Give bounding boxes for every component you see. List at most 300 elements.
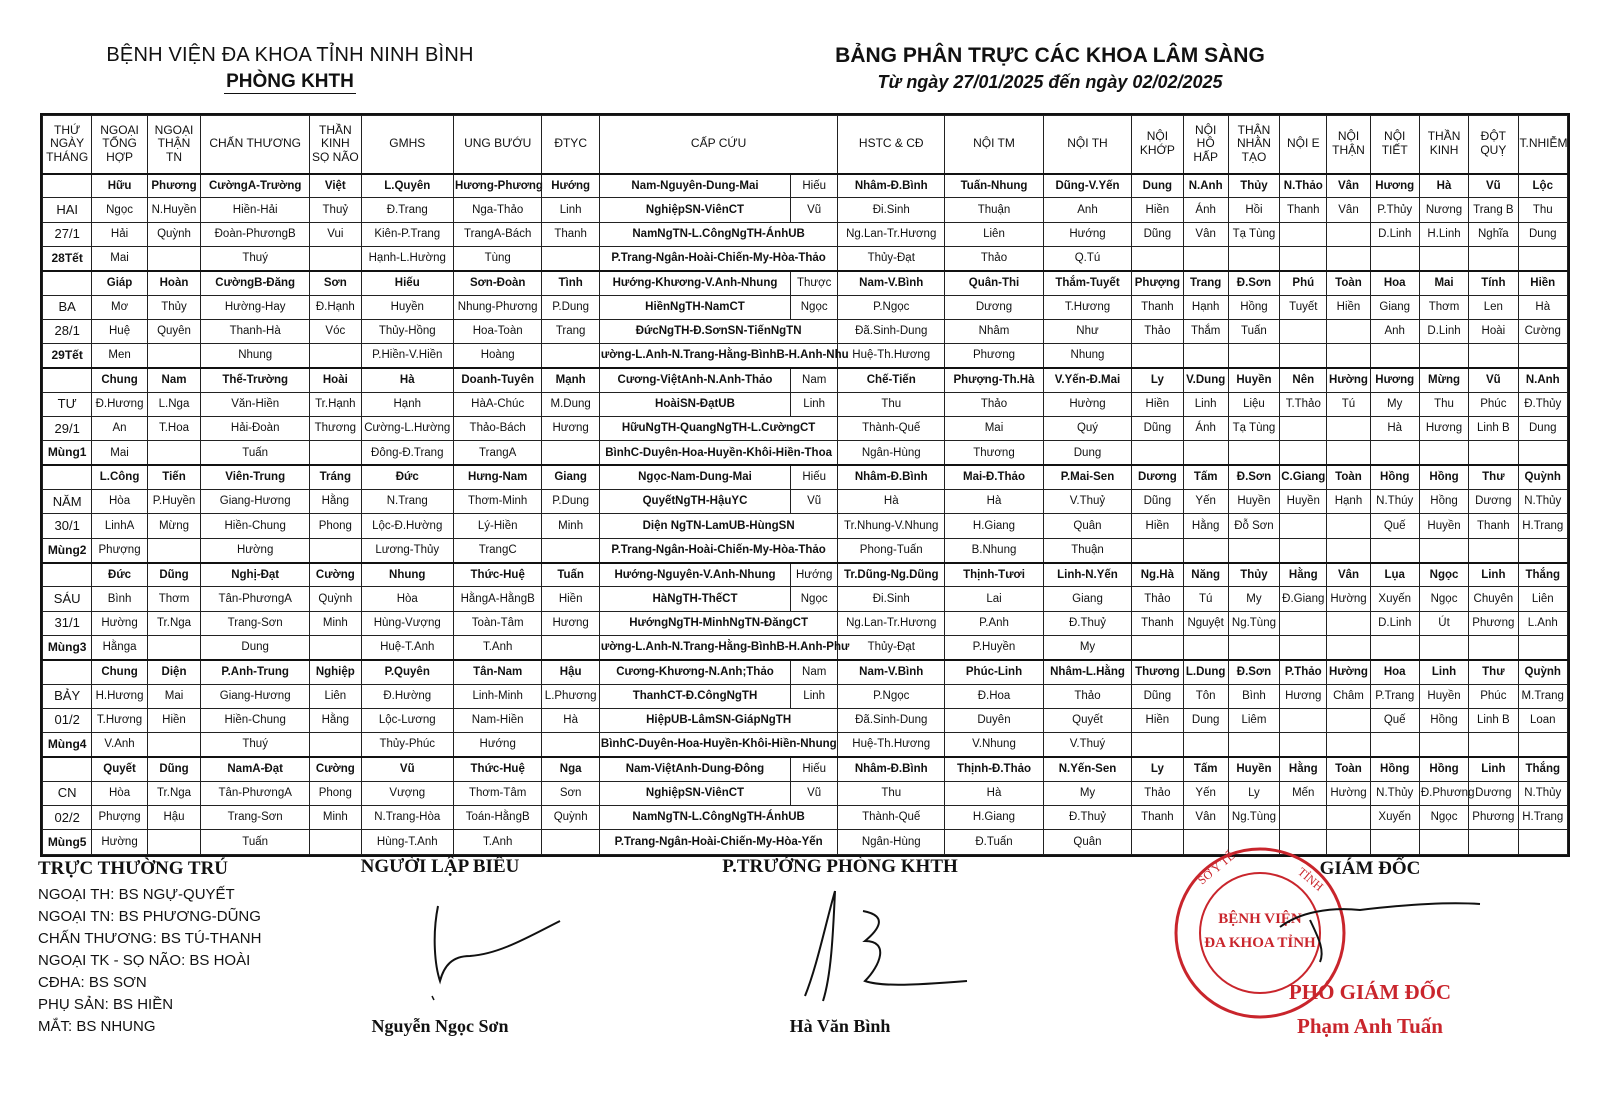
- table-cell: Nam-V.Bình: [838, 271, 945, 295]
- table-cell: [1370, 830, 1419, 855]
- table-cell: Tạ Tùng: [1228, 417, 1279, 441]
- table-cell: Hiền: [1132, 392, 1183, 416]
- table-cell: Thơm-Minh: [454, 490, 542, 514]
- table-cell: Hướng: [542, 174, 600, 198]
- table-cell: Hiền: [1327, 295, 1370, 319]
- day-cell: 27/1: [43, 222, 92, 246]
- table-cell: [1228, 733, 1279, 757]
- table-cell: Dũng: [147, 757, 200, 781]
- table-cell: [1469, 246, 1518, 270]
- table-cell: Đ.Tuấn: [945, 830, 1044, 855]
- resident-duty-line: PHỤ SẢN: BS HIỀN: [38, 996, 174, 1013]
- table-cell: Tr.Hạnh: [310, 392, 361, 416]
- table-cell: CườngB-Đăng: [201, 271, 310, 295]
- table-cell: [1518, 246, 1568, 270]
- table-cell: [1469, 733, 1518, 757]
- table-cell: Tình: [542, 271, 600, 295]
- table-cell: Nam-V.Bình: [838, 660, 945, 684]
- table-cell: [1370, 441, 1419, 465]
- table-cell: [1327, 441, 1370, 465]
- svg-text:SỞ Y TẾ: SỞ Y TẾ: [1194, 848, 1238, 888]
- table-cell: Dũng: [1132, 684, 1183, 708]
- table-cell: Huyền: [1228, 368, 1279, 392]
- table-cell: T.Hương: [1043, 295, 1131, 319]
- table-cell: Đ.Hoa: [945, 684, 1044, 708]
- table-cell: Đông-Đ.Trang: [361, 441, 453, 465]
- preparer-signature-icon: [340, 896, 540, 1016]
- table-row: [43, 757, 1568, 781]
- table-cell: Hồng: [1370, 465, 1419, 489]
- table-row: [43, 295, 1568, 319]
- column-header: NỘI TM: [945, 116, 1044, 174]
- table-cell: P.Mai-Sen: [1043, 465, 1131, 489]
- svg-text:BỆNH VIỆN: BỆNH VIỆN: [1218, 911, 1302, 927]
- day-cell: 29/1: [43, 417, 92, 441]
- table-cell: [1280, 733, 1327, 757]
- table-cell: Ngọc: [1419, 806, 1468, 830]
- table-cell: Toán-HằngB: [454, 806, 542, 830]
- table-cell: M.Trang: [1518, 684, 1568, 708]
- table-cell: Hường: [1327, 368, 1370, 392]
- table-cell: Phượng: [92, 806, 147, 830]
- table-cell: [310, 733, 361, 757]
- table-cell: Thanh: [1469, 514, 1518, 538]
- table-cell: Châm: [1327, 684, 1370, 708]
- table-cell: Hoài: [1469, 319, 1518, 343]
- table-cell: Mai: [92, 441, 147, 465]
- table-cell: Đã.Sinh-Dung: [838, 708, 945, 732]
- resident-duty-line: NGOẠI TH: BS NGỰ-QUYẾT: [38, 886, 235, 903]
- table-cell: Hồng: [1419, 490, 1468, 514]
- table-cell: Toàn: [1327, 757, 1370, 781]
- table-cell: [1419, 538, 1468, 562]
- table-cell: Giáp: [92, 271, 147, 295]
- table-cell: [542, 830, 600, 855]
- table-cell: Thuận: [945, 198, 1044, 222]
- table-cell: V.Dung: [1183, 368, 1228, 392]
- table-cell: Mến: [1280, 781, 1327, 805]
- table-cell: [542, 344, 600, 368]
- table-cell: HoàiSN-ĐạtUB: [599, 392, 790, 416]
- day-cell: BA: [43, 295, 92, 319]
- day-cell: 29Tết: [43, 344, 92, 368]
- table-cell: Thương: [945, 441, 1044, 465]
- table-cell: Lụa: [1370, 563, 1419, 587]
- day-cell: [43, 465, 92, 489]
- table-cell: [1370, 538, 1419, 562]
- table-cell: Nhung-Phương: [454, 295, 542, 319]
- table-cell: Hạnh-L.Hường: [361, 246, 453, 270]
- table-cell: T.Hoa: [147, 417, 200, 441]
- table-cell: [1228, 441, 1279, 465]
- table-cell: Thơm: [1419, 295, 1468, 319]
- table-cell: Thư: [1469, 660, 1518, 684]
- table-cell: Phúc: [1469, 392, 1518, 416]
- table-cell: Chung: [92, 368, 147, 392]
- table-cell: Q.Tú: [1043, 246, 1131, 270]
- table-cell: Ánh: [1183, 198, 1228, 222]
- table-cell: V.Nhung: [945, 733, 1044, 757]
- deputy-head-title: P.TRƯỞNG PHÒNG KHTH: [722, 856, 958, 877]
- table-cell: LinhA: [92, 514, 147, 538]
- table-cell: Vân: [1327, 198, 1370, 222]
- table-cell: Cương-ViệtAnh-N.Anh-Thảo: [599, 368, 790, 392]
- table-cell: Liên: [310, 684, 361, 708]
- table-cell: [542, 733, 600, 757]
- table-cell: Tân-PhươngA: [201, 781, 310, 805]
- table-cell: Hậu: [147, 806, 200, 830]
- table-cell: Cường: [310, 757, 361, 781]
- table-cell: Chung: [92, 660, 147, 684]
- table-cell: Tiến: [147, 465, 200, 489]
- column-header: THẦN KINH SỌ NÃO: [310, 116, 361, 174]
- table-cell: Hiền-Chung: [201, 514, 310, 538]
- table-cell: Hằng: [1280, 757, 1327, 781]
- table-cell: Trang-Sơn: [201, 806, 310, 830]
- table-cell: HữuNgTH-QuangNgTH-L.CườngCT: [599, 417, 837, 441]
- table-cell: N.Thủy: [1370, 781, 1419, 805]
- table-cell: Hương: [1370, 174, 1419, 198]
- table-cell: N.Huyền: [147, 198, 200, 222]
- table-cell: H.Trang: [1518, 514, 1568, 538]
- table-cell: Mừng: [1419, 368, 1468, 392]
- table-row: [43, 514, 1568, 538]
- table-cell: [1469, 538, 1518, 562]
- table-cell: Hiếu: [791, 174, 838, 198]
- table-cell: Nhung: [1043, 344, 1131, 368]
- table-cell: [1518, 441, 1568, 465]
- column-header: T.NHIỄM: [1518, 116, 1568, 174]
- table-cell: Mạnh: [542, 368, 600, 392]
- table-cell: Đ.Hương: [92, 392, 147, 416]
- table-cell: My: [1370, 392, 1419, 416]
- table-cell: TrangA-Bách: [454, 222, 542, 246]
- table-cell: C.Giang: [1280, 465, 1327, 489]
- day-cell: TƯ: [43, 392, 92, 416]
- table-cell: V.Thuỷ: [1043, 490, 1131, 514]
- table-cell: Dương: [1132, 465, 1183, 489]
- table-row: [43, 246, 1568, 270]
- table-cell: Cường: [310, 563, 361, 587]
- table-cell: [1518, 733, 1568, 757]
- table-cell: Ly: [1132, 757, 1183, 781]
- table-cell: [542, 635, 600, 659]
- table-cell: Đoàn-PhươngB: [201, 222, 310, 246]
- table-cell: Mai-Đ.Thảo: [945, 465, 1044, 489]
- table-cell: Ngọc: [1419, 563, 1468, 587]
- table-cell: Hằng: [310, 708, 361, 732]
- table-cell: [1419, 830, 1468, 855]
- table-cell: [147, 635, 200, 659]
- table-cell: Hưng-Nam: [454, 465, 542, 489]
- resident-duty-line: CHẤN THƯƠNG: BS TÚ-THANH: [38, 930, 262, 947]
- table-cell: [1419, 246, 1468, 270]
- table-cell: Xuyến: [1370, 587, 1419, 611]
- table-row: [43, 806, 1568, 830]
- table-cell: Dung: [1518, 222, 1568, 246]
- table-cell: Nên: [1280, 368, 1327, 392]
- column-header: THẦN KINH: [1419, 116, 1468, 174]
- table-cell: [1469, 441, 1518, 465]
- table-cell: ường-L.Anh-N.Trang-Hằng-BìnhB-H.Anh-Phư: [599, 635, 837, 659]
- table-cell: Lộc-Lương: [361, 708, 453, 732]
- table-cell: ường-L.Anh-N.Trang-Hằng-BìnhB-H.Anh-Nhu: [599, 344, 837, 368]
- table-cell: Phương: [1469, 806, 1518, 830]
- day-cell: 30/1: [43, 514, 92, 538]
- day-cell: [43, 368, 92, 392]
- table-cell: P.Anh-Trung: [201, 660, 310, 684]
- table-cell: [310, 344, 361, 368]
- table-cell: Hương: [1370, 368, 1419, 392]
- table-cell: N.Thủy: [1518, 781, 1568, 805]
- table-cell: Duyên: [945, 708, 1044, 732]
- table-cell: Nam-Nguyên-Dung-Mai: [599, 174, 790, 198]
- table-cell: Hà: [361, 368, 453, 392]
- table-cell: Cương-Khương-N.Anh;Thảo: [599, 660, 790, 684]
- table-cell: Thảo: [1132, 781, 1183, 805]
- table-cell: Thủy-Đạt: [838, 246, 945, 270]
- table-cell: [1132, 635, 1183, 659]
- table-cell: Quỳnh: [542, 806, 600, 830]
- table-cell: Thuý: [201, 246, 310, 270]
- table-cell: [1370, 344, 1419, 368]
- table-row: [43, 611, 1568, 635]
- table-cell: [1132, 441, 1183, 465]
- table-cell: [1132, 538, 1183, 562]
- table-cell: Thảo-Bách: [454, 417, 542, 441]
- table-cell: Thịnh-Tươi: [945, 563, 1044, 587]
- table-cell: Thủy: [1228, 563, 1279, 587]
- table-cell: Phúc-Linh: [945, 660, 1044, 684]
- table-cell: Dũng: [147, 563, 200, 587]
- table-cell: Tú: [1327, 392, 1370, 416]
- table-cell: [1280, 417, 1327, 441]
- table-cell: Vóc: [310, 319, 361, 343]
- day-cell: HAI: [43, 198, 92, 222]
- table-cell: Hằng: [1280, 563, 1327, 587]
- table-row: [43, 198, 1568, 222]
- table-row: [43, 684, 1568, 708]
- table-cell: P.Ngọc: [838, 684, 945, 708]
- table-cell: Huyền: [1228, 490, 1279, 514]
- table-cell: HướngNgTH-MinhNgTN-ĐăngCT: [599, 611, 837, 635]
- table-cell: P.Huyền: [945, 635, 1044, 659]
- table-cell: Thanh: [1132, 806, 1183, 830]
- table-cell: Tr.Nga: [147, 611, 200, 635]
- table-cell: Vũ: [361, 757, 453, 781]
- table-cell: HàNgTH-ThếCT: [599, 587, 790, 611]
- table-cell: Hải-Đoàn: [201, 417, 310, 441]
- column-header: GMHS: [361, 116, 453, 174]
- table-cell: Thắng: [1518, 563, 1568, 587]
- table-cell: Ngân-Hùng: [838, 441, 945, 465]
- table-cell: Hà: [945, 490, 1044, 514]
- table-cell: Tấm: [1183, 757, 1228, 781]
- column-header: THỨ NGÀY THÁNG: [43, 116, 92, 174]
- table-cell: Anh: [1370, 319, 1419, 343]
- column-header: NỘI TIẾT: [1370, 116, 1419, 174]
- table-cell: [1228, 538, 1279, 562]
- table-cell: Hương: [1280, 684, 1327, 708]
- table-cell: P.Trang: [1370, 684, 1419, 708]
- table-cell: HiềnNgTH-NamCT: [599, 295, 790, 319]
- table-cell: [1327, 611, 1370, 635]
- table-cell: Đi.Sinh: [838, 587, 945, 611]
- table-cell: Linh B: [1469, 708, 1518, 732]
- table-cell: Hường: [1327, 660, 1370, 684]
- column-header: HSTC & CĐ: [838, 116, 945, 174]
- table-cell: Mai: [92, 246, 147, 270]
- table-cell: Linh: [1469, 757, 1518, 781]
- table-cell: Quyết: [1043, 708, 1131, 732]
- table-cell: Cường: [1518, 319, 1568, 343]
- table-cell: Đức: [92, 563, 147, 587]
- table-cell: L.Nga: [147, 392, 200, 416]
- table-header-row: [43, 116, 1568, 174]
- table-row: [43, 465, 1568, 489]
- table-cell: Đ.Thuỷ: [1043, 611, 1131, 635]
- table-cell: Thanh: [542, 222, 600, 246]
- table-cell: Huyền: [1419, 514, 1468, 538]
- column-header: ĐTYC: [542, 116, 600, 174]
- table-cell: Hương: [542, 417, 600, 441]
- table-cell: [1280, 319, 1327, 343]
- table-cell: [1327, 635, 1370, 659]
- table-cell: HiệpUB-LâmSN-GiápNgTH: [599, 708, 837, 732]
- table-cell: Đ.Thuỷ: [1043, 806, 1131, 830]
- table-cell: L.Công: [92, 465, 147, 489]
- table-cell: Sơn: [310, 271, 361, 295]
- table-cell: Thắm-Tuyết: [1043, 271, 1131, 295]
- table-cell: Hiền: [1132, 514, 1183, 538]
- table-cell: Tuấn: [1228, 319, 1279, 343]
- table-cell: [1280, 611, 1327, 635]
- table-cell: Phượng: [1132, 271, 1183, 295]
- table-cell: P.Hiền-V.Hiền: [361, 344, 453, 368]
- table-cell: Nam-ViệtAnh-Dung-Đông: [599, 757, 790, 781]
- table-cell: Toàn: [1327, 271, 1370, 295]
- duty-schedule-table: [42, 115, 1568, 855]
- table-cell: Tân-PhươngA: [201, 587, 310, 611]
- table-cell: Hường: [92, 611, 147, 635]
- table-cell: Đ.Sơn: [1228, 271, 1279, 295]
- table-cell: Lý-Hiền: [454, 514, 542, 538]
- table-cell: Hướng-Khương-V.Anh-Nhung: [599, 271, 790, 295]
- table-cell: N.Thảo: [1280, 174, 1327, 198]
- table-cell: Hằnga: [92, 635, 147, 659]
- day-cell: NĂM: [43, 490, 92, 514]
- table-cell: Nam: [791, 660, 838, 684]
- table-cell: Nga-Thảo: [454, 198, 542, 222]
- table-cell: Ng.Tùng: [1228, 806, 1279, 830]
- table-cell: Nhâm-Đ.Bình: [838, 174, 945, 198]
- table-cell: Thơm-Tâm: [454, 781, 542, 805]
- table-cell: P.Ngọc: [838, 295, 945, 319]
- table-cell: Trang: [542, 319, 600, 343]
- table-cell: [1228, 344, 1279, 368]
- table-cell: Hiền: [542, 587, 600, 611]
- table-cell: Phượng-Th.Hà: [945, 368, 1044, 392]
- table-cell: H.Trang: [1518, 806, 1568, 830]
- table-cell: Dung: [201, 635, 310, 659]
- table-cell: Huyền: [1228, 757, 1279, 781]
- table-cell: Nhung: [201, 344, 310, 368]
- table-cell: T.Thảo: [1280, 392, 1327, 416]
- table-cell: Tuấn: [201, 441, 310, 465]
- table-cell: Hiền: [1132, 708, 1183, 732]
- table-cell: Hường: [92, 830, 147, 855]
- table-cell: Vượng: [361, 781, 453, 805]
- table-cell: Đỗ Sơn: [1228, 514, 1279, 538]
- column-header: NỘI TH: [1043, 116, 1131, 174]
- table-cell: Toàn-Tâm: [454, 611, 542, 635]
- table-cell: D.Linh: [1370, 222, 1419, 246]
- table-cell: Giang: [1043, 587, 1131, 611]
- table-cell: Loan: [1518, 708, 1568, 732]
- table-cell: N.Anh: [1183, 174, 1228, 198]
- table-cell: Thuỷ: [310, 198, 361, 222]
- table-cell: Dũng: [1132, 222, 1183, 246]
- table-cell: Linh: [1183, 392, 1228, 416]
- table-cell: Liêm: [1228, 708, 1279, 732]
- table-cell: [1518, 635, 1568, 659]
- table-cell: [147, 733, 200, 757]
- table-cell: Vũ: [791, 198, 838, 222]
- table-cell: Dương: [1469, 490, 1518, 514]
- table-cell: Hiền-Hải: [201, 198, 310, 222]
- table-cell: Thành-Quế: [838, 417, 945, 441]
- table-cell: Huệ-Th.Hương: [838, 344, 945, 368]
- table-cell: Như: [1043, 319, 1131, 343]
- table-cell: Hoàn: [147, 271, 200, 295]
- table-cell: P.Thủy: [1370, 198, 1419, 222]
- table-row: [43, 174, 1568, 198]
- table-cell: NghiệpSN-ViênCT: [599, 781, 790, 805]
- table-cell: Linh: [791, 684, 838, 708]
- table-cell: Lộc: [1518, 174, 1568, 198]
- table-cell: M.Dung: [542, 392, 600, 416]
- table-cell: L.Dung: [1183, 660, 1228, 684]
- table-cell: Toàn: [1327, 465, 1370, 489]
- table-cell: [1370, 246, 1419, 270]
- table-cell: QuyếtNgTH-HậuYC: [599, 490, 790, 514]
- table-cell: NamNgTN-L.CôngNgTH-ÁnhUB: [599, 806, 837, 830]
- table-row: [43, 490, 1568, 514]
- table-cell: Hương: [542, 611, 600, 635]
- table-cell: Trang: [1183, 271, 1228, 295]
- table-cell: Tân-Nam: [454, 660, 542, 684]
- table-cell: Thu: [838, 392, 945, 416]
- table-cell: N.Trang-Hòa: [361, 806, 453, 830]
- table-cell: Huyền: [1280, 490, 1327, 514]
- table-cell: P.Quyên: [361, 660, 453, 684]
- table-cell: Ly: [1228, 781, 1279, 805]
- table-cell: Linh: [542, 198, 600, 222]
- table-cell: Giang-Hương: [201, 684, 310, 708]
- table-cell: Thu: [1419, 392, 1468, 416]
- table-cell: P.Trang-Ngân-Hoài-Chiến-My-Hòa-Thảo: [599, 538, 837, 562]
- table-cell: [1183, 344, 1228, 368]
- table-cell: Ngọc-Nam-Dung-Mai: [599, 465, 790, 489]
- resident-duty-line: NGOẠI TN: BS PHƯƠNG-DŨNG: [38, 908, 261, 925]
- table-cell: Liên: [1518, 587, 1568, 611]
- table-cell: TrangA: [454, 441, 542, 465]
- table-cell: Đ.Phương: [1419, 781, 1468, 805]
- day-cell: [43, 563, 92, 587]
- table-cell: Hoa: [1370, 271, 1419, 295]
- table-cell: Hà: [542, 708, 600, 732]
- table-cell: Mừng: [147, 514, 200, 538]
